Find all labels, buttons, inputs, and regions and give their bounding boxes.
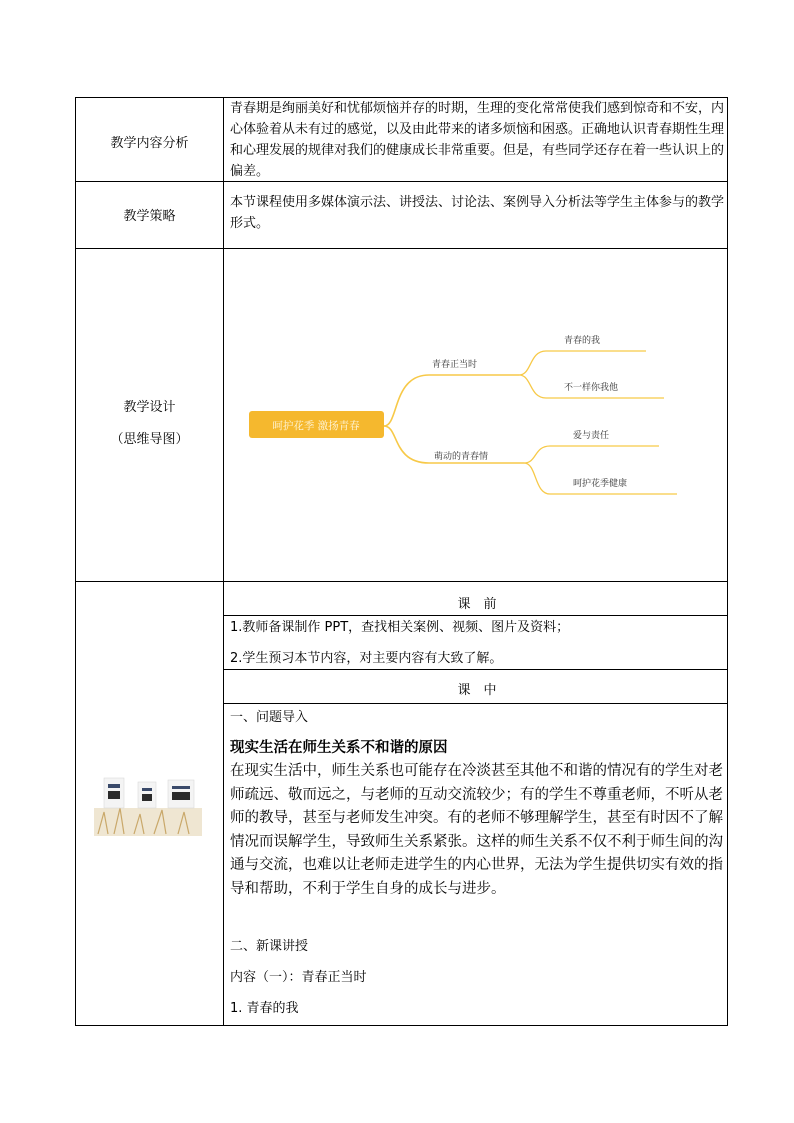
- section-heading: 二、新课讲授: [230, 939, 309, 954]
- content-item: 1. 青春的我: [230, 1001, 299, 1016]
- table-bottom-border: [75, 1025, 728, 1026]
- lesson-thumbnail-image: [94, 764, 202, 836]
- mindmap-branch-label: 萌动的青春情: [434, 452, 489, 462]
- subrow-divider: [223, 703, 728, 704]
- table-left-border: [75, 97, 76, 1026]
- design-label: 教学设计: [123, 400, 176, 415]
- design-sublabel: （思维导图）: [110, 432, 189, 447]
- mindmap-leaf-label: 不一样你我他: [564, 383, 619, 393]
- mindmap-branch-label: 青春正当时: [432, 360, 478, 370]
- mind-map: [224, 249, 727, 581]
- during-class-heading: 课 中: [457, 683, 497, 698]
- before-class-item: 2.学生预习本节内容，对主要内容有大致了解。: [230, 651, 503, 666]
- strategy-text: 本节课程使用多媒体演示法、讲授法、讨论法、案例导入分析法等学生主体参与的教学形式。: [230, 195, 725, 231]
- mindmap-root-label: 呵护花季 激扬青春: [272, 420, 360, 432]
- mindmap-leaf-label: 青春的我: [564, 336, 601, 346]
- mindmap-connector: [519, 351, 646, 375]
- before-class-item: 1.教师备课制作 PPT，查找相关案例、视频、图片及资料；: [230, 620, 570, 635]
- content-heading: 内容（一）：青春正当时: [230, 970, 367, 985]
- case-title: 现实生活在师生关系不和谐的原因: [230, 740, 448, 756]
- subrow-divider: [223, 615, 728, 616]
- mindmap-leaf-label: 呵护花季健康: [573, 479, 628, 489]
- analysis-text: 青春期是绚丽美好和忧郁烦恼并存的时期，生理的变化常常使我们感到惊奇和不安，内心体验着从未有过的感觉，以及由此带来的诸多烦恼和困惑。正确地认识青春期性生理和心理发展的规律对我们的健康成长非常重要。但是，有些同学还存在着一些认识上的偏差。: [230, 101, 725, 179]
- row-divider: [75, 581, 728, 582]
- table-right-border: [727, 97, 728, 1026]
- mindmap-connector: [524, 446, 659, 463]
- analysis-label: 教学内容分析: [110, 136, 189, 151]
- mindmap-connector: [384, 375, 519, 426]
- subrow-divider: [223, 669, 728, 670]
- before-class-heading: 课 前: [457, 597, 497, 612]
- case-text: 在现实生活中，师生关系也可能存在冷淡甚至其他不和谐的情况有的学生对老师疏远、敬而远之，与老师的互动交流较少；有的学生不尊重老师，不听从老师的教导，甚至与老师发生冲突。有的老师不够理解学生，甚至有时因不了解情况而误解学生，导致师生关系紧张。这样的师生关系不仅不利于师生间的沟通与交流，也难以让老师走进学生的内心世界，无法为学生提供切实有效的指导和帮助，不利于学生自身的成长与进步。: [230, 763, 723, 897]
- strategy-label: 教学策略: [123, 209, 176, 224]
- section-heading: 一、问题导入: [230, 710, 309, 725]
- mindmap-leaf-label: 爱与责任: [573, 431, 610, 441]
